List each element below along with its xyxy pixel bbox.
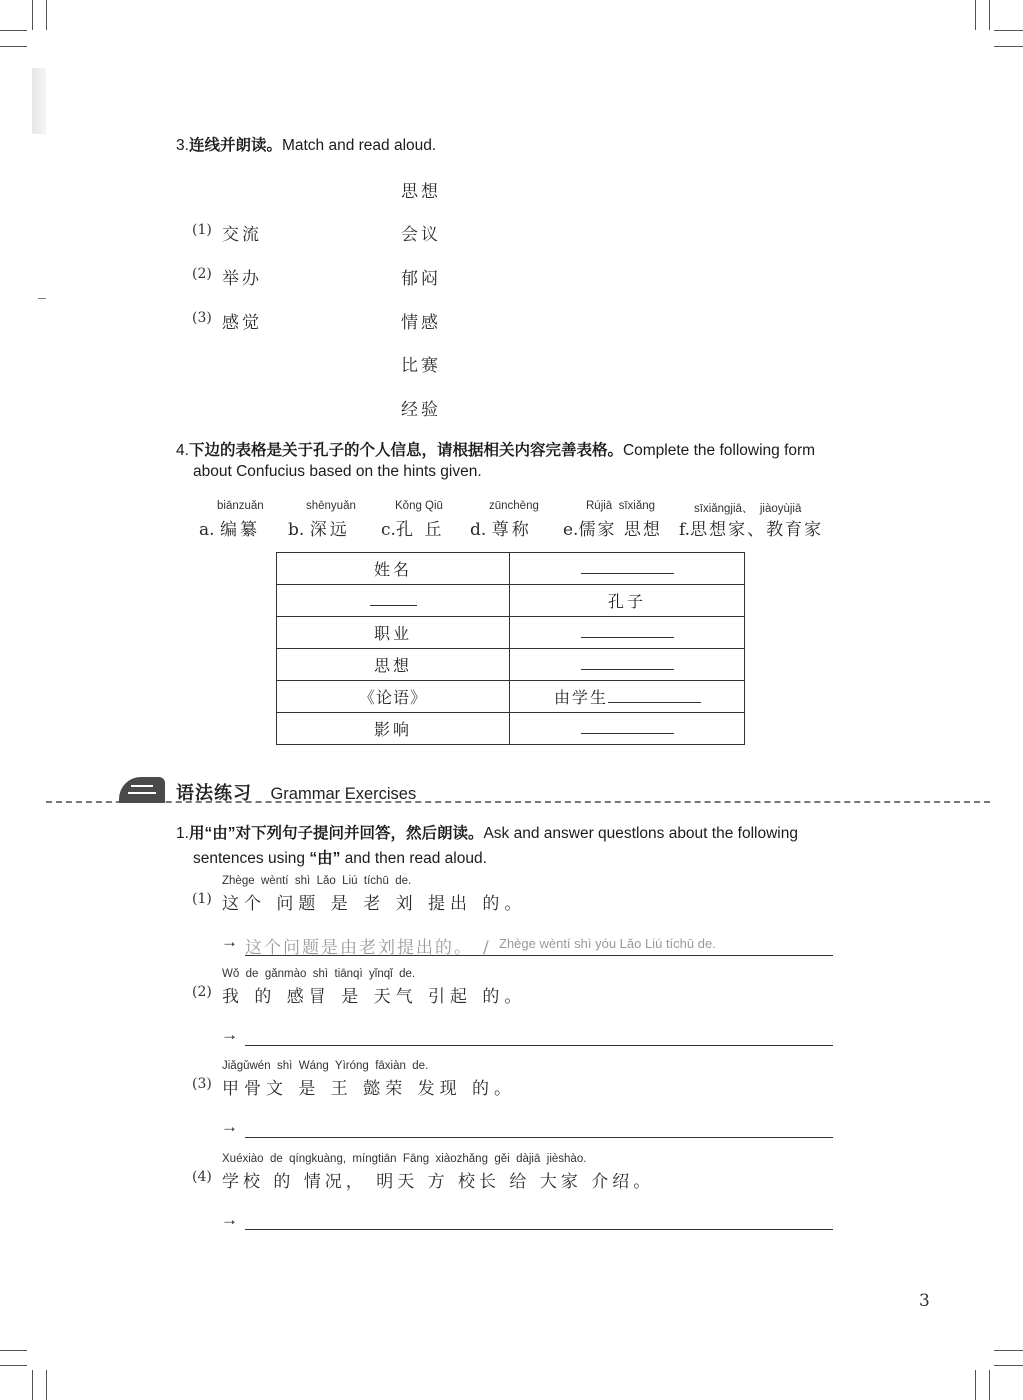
arrow-icon: → — [221, 1117, 238, 1136]
crop-mark — [0, 46, 27, 47]
q3-right-word: 经验 — [401, 400, 441, 420]
table-row — [277, 617, 745, 649]
crop-mark — [32, 1370, 33, 1400]
table-row — [277, 649, 745, 681]
crop-mark — [0, 1350, 27, 1351]
q4-title: 4.下边的表格是关于孔子的个人信息，请根据相关内容完善表格。Complete the following form — [176, 442, 816, 459]
q3-left-number: (3) — [192, 310, 212, 326]
page-edge-tab — [32, 68, 46, 134]
table-label: 思想 — [277, 649, 510, 681]
crop-mark — [0, 30, 27, 31]
answer-blank[interactable] — [370, 591, 417, 606]
option-e: e.儒家 思想 — [563, 520, 662, 540]
arrow-icon: → — [221, 1025, 238, 1044]
option-b: b. 深远 — [288, 520, 350, 540]
option-pinyin: biānzuǎn — [217, 500, 264, 512]
option-pinyin: Kǒng Qiū — [395, 500, 443, 512]
table-answer-cell[interactable] — [510, 617, 745, 649]
q3-title: 3.连线并朗读。Match and read aloud. — [176, 136, 437, 154]
crop-mark — [994, 1365, 1023, 1366]
crop-mark — [989, 1370, 990, 1400]
crop-mark — [32, 0, 33, 30]
q3-right-word: 思想 — [401, 182, 441, 202]
table-answer-cell[interactable] — [510, 553, 745, 585]
answer-blank[interactable] — [581, 719, 674, 734]
item-number: (2) — [192, 984, 212, 1000]
table-answer-cell[interactable] — [510, 713, 745, 745]
answer-blank[interactable] — [581, 655, 674, 670]
answer-line[interactable] — [245, 955, 833, 956]
option-d: d. 尊称 — [470, 520, 532, 540]
table-row — [277, 553, 745, 585]
g1-title: 1.用“由”对下列句子提问并回答，然后朗读。Ask and answer questlons about the following — [176, 825, 798, 842]
q3-left-number: (1) — [192, 222, 212, 238]
section-number-badge — [119, 777, 165, 803]
page-number: 3 — [919, 1291, 930, 1311]
item-number: (3) — [192, 1076, 212, 1092]
item-number: (1) — [192, 891, 212, 907]
sentence: 我 的 感冒 是 天气 引起 的。 — [222, 987, 527, 1007]
table-answer-cell[interactable] — [510, 681, 745, 713]
answer-blank[interactable] — [581, 623, 674, 638]
table-label: 影响 — [277, 713, 510, 745]
q3-right-word: 郁闷 — [401, 269, 441, 289]
example-answer-pinyin: Zhège wèntí shì yóu Lǎo Liú tíchū de. — [499, 936, 716, 951]
table-label: 职业 — [277, 617, 510, 649]
table-row — [277, 681, 745, 713]
option-pinyin: shēnyuǎn — [306, 500, 356, 512]
confucius-info-table — [276, 552, 745, 745]
sentence-pinyin: Jiǎgǔwén shì Wáng Yìróng fāxiàn de. — [222, 1060, 429, 1072]
arrow-icon: → — [221, 932, 238, 951]
option-f: f.思想家、教育家 — [679, 520, 824, 540]
crop-mark — [989, 0, 990, 30]
sentence: 学校 的 情况， 明天 方 校长 给 大家 介绍。 — [222, 1172, 655, 1192]
example-answer: 这个问题是由老刘提出的。 / — [245, 938, 491, 958]
sentence-pinyin: Xuéxiào de qíngkuàng, míngtiān Fāng xiàozhǎng gěi dàjiā jièshào. — [222, 1153, 587, 1165]
crop-mark — [0, 1365, 27, 1366]
crop-mark — [975, 0, 976, 30]
answer-line[interactable] — [245, 1045, 833, 1046]
answer-blank[interactable] — [608, 688, 701, 703]
section-title: 语法练习 Grammar Exercises — [176, 783, 417, 803]
answer-line[interactable] — [245, 1137, 833, 1138]
option-pinyin: zūnchēng — [489, 500, 539, 512]
option-pinyin: Rújiā sīxiǎng — [586, 500, 656, 512]
q3-left-word: 举办 — [222, 269, 262, 289]
crop-mark — [994, 30, 1023, 31]
sentence: 甲骨文 是 王 懿荣 发现 的。 — [222, 1079, 517, 1099]
sentence-pinyin: Zhège wèntí shì Lǎo Liú tíchū de. — [222, 875, 412, 887]
crop-mark — [994, 46, 1023, 47]
table-label: 《论语》 — [277, 681, 510, 713]
q3-right-word: 会议 — [401, 225, 441, 245]
answer-blank[interactable] — [581, 559, 674, 574]
q3-right-word: 比赛 — [401, 356, 441, 376]
answer-line[interactable] — [245, 1229, 833, 1230]
table-prefix: 由学生 — [554, 688, 609, 707]
crop-mark — [994, 1350, 1023, 1351]
arrow-icon: → — [221, 1210, 238, 1229]
option-a: a. 编纂 — [199, 520, 260, 540]
sentence-pinyin: Wǒ de gǎnmào shì tiānqì yǐnqǐ de. — [222, 968, 416, 980]
table-label-blank-cell[interactable] — [277, 585, 510, 617]
table-row — [277, 585, 745, 617]
q3-left-number: (2) — [192, 266, 212, 282]
table-row — [277, 713, 745, 745]
margin-tick — [38, 298, 46, 299]
q3-right-word: 情感 — [401, 313, 441, 333]
sentence: 这个 问题 是 老 刘 提出 的。 — [222, 894, 527, 914]
option-c: c.孔 丘 — [381, 520, 445, 540]
g1-title-line2: sentences using “由” and then read aloud. — [193, 850, 487, 867]
table-label: 姓名 — [277, 553, 510, 585]
crop-mark — [46, 1370, 47, 1400]
item-number: (4) — [192, 1169, 212, 1185]
crop-mark — [975, 1370, 976, 1400]
crop-mark — [46, 0, 47, 30]
q4-title-line2: about Confucius based on the hints given. — [193, 463, 482, 480]
option-pinyin: sīxiǎngjiā、 jiàoyùjiā — [694, 503, 802, 515]
table-value: 孔子 — [510, 585, 745, 617]
table-answer-cell[interactable] — [510, 649, 745, 681]
q3-left-word: 感觉 — [222, 313, 262, 333]
q3-left-word: 交流 — [222, 225, 262, 245]
